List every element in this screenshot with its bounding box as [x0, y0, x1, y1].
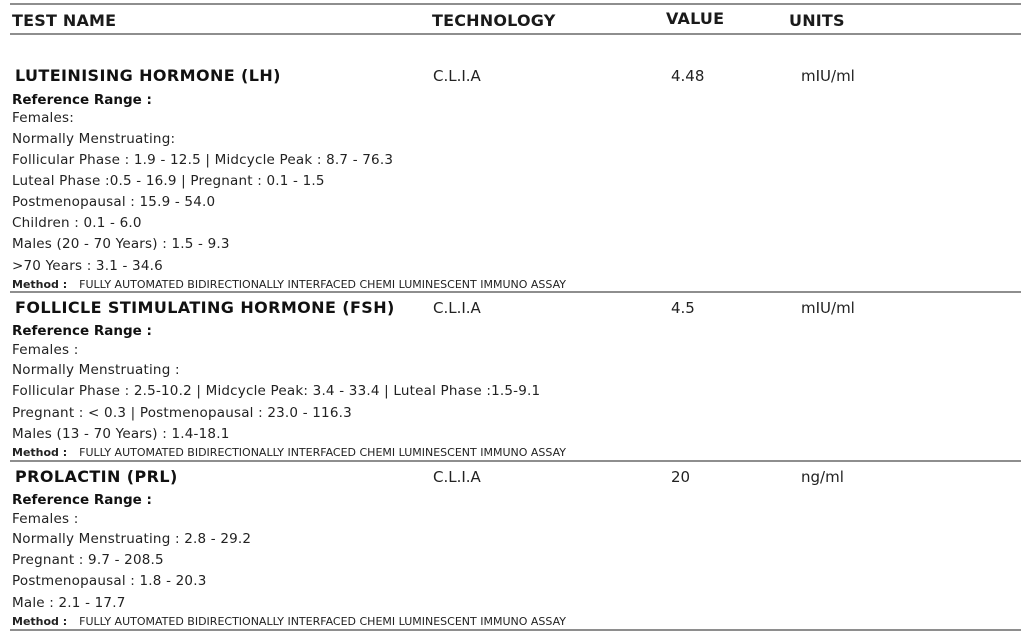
- report-header: [0, 0, 1024, 40]
- test-units: mIU/ml: [801, 67, 855, 85]
- method-label: Method :: [12, 446, 68, 459]
- method-line: [12, 446, 566, 459]
- reference-line: Males (20 - 70 Years) : 1.5 - 9.3: [12, 236, 230, 252]
- method-text: FULLY AUTOMATED BIDIRECTIONALLY INTERFACED CHEMI LUMINESCENT IMMUNO ASSAY: [79, 615, 566, 628]
- reference-line: Follicular Phase : 2.5-10.2 | Midcycle Peak: 3.4 - 33.4 | Luteal Phase :1.5-9.1: [12, 383, 541, 399]
- reference-line: Children : 0.1 - 6.0: [12, 215, 142, 231]
- test-name: LUTEINISING HORMONE (LH): [15, 66, 281, 85]
- reference-range-heading: Reference Range :: [12, 492, 152, 508]
- method-label: Method :: [12, 615, 68, 628]
- test-name: FOLLICLE STIMULATING HORMONE (FSH): [15, 298, 395, 317]
- test-value: 4.5: [671, 299, 695, 317]
- reference-line: Normally Menstruating:: [12, 131, 176, 147]
- test-units: ng/ml: [801, 468, 844, 486]
- reference-line: Females:: [12, 110, 74, 126]
- reference-range-heading: Reference Range :: [12, 92, 152, 108]
- reference-line: Normally Menstruating :: [12, 362, 180, 378]
- method-text: FULLY AUTOMATED BIDIRECTIONALLY INTERFACED CHEMI LUMINESCENT IMMUNO ASSAY: [79, 446, 566, 459]
- method-text: FULLY AUTOMATED BIDIRECTIONALLY INTERFACED CHEMI LUMINESCENT IMMUNO ASSAY: [79, 278, 566, 291]
- section-divider: [10, 629, 1021, 631]
- reference-line: Postmenopausal : 15.9 - 54.0: [12, 194, 216, 210]
- column-header-units: UNITS: [789, 11, 845, 30]
- reference-line: Follicular Phase : 1.9 - 12.5 | Midcycle Peak : 8.7 - 76.3: [12, 152, 394, 168]
- section-divider: [10, 291, 1021, 293]
- reference-line: Pregnant : 9.7 - 208.5: [12, 552, 164, 568]
- header-bottom-rule: [10, 33, 1021, 35]
- reference-line: Postmenopausal : 1.8 - 20.3: [12, 573, 207, 589]
- test-technology: C.L.I.A: [433, 468, 481, 486]
- reference-line: Male : 2.1 - 17.7: [12, 595, 126, 611]
- test-value: 20: [671, 468, 691, 486]
- section-divider: [10, 460, 1021, 462]
- reference-range-heading: Reference Range :: [12, 323, 152, 339]
- method-line: [12, 278, 566, 291]
- reference-line: Females :: [12, 511, 79, 527]
- method-label: Method :: [12, 278, 68, 291]
- test-name: PROLACTIN (PRL): [15, 467, 178, 486]
- header-top-rule: [10, 3, 1021, 5]
- reference-line: Pregnant : < 0.3 | Postmenopausal : 23.0 - 116.3: [12, 405, 352, 421]
- test-units: mIU/ml: [801, 299, 855, 317]
- method-line: [12, 615, 566, 628]
- test-technology: C.L.I.A: [433, 299, 481, 317]
- column-header-value: VALUE: [666, 9, 725, 28]
- test-technology: C.L.I.A: [433, 67, 481, 85]
- reference-line: Luteal Phase :0.5 - 16.9 | Pregnant : 0.1 - 1.5: [12, 173, 325, 189]
- column-header-test-name: TEST NAME: [12, 11, 117, 30]
- reference-line: Normally Menstruating : 2.8 - 29.2: [12, 531, 252, 547]
- reference-line: Males (13 - 70 Years) : 1.4-18.1: [12, 426, 230, 442]
- reference-line: >70 Years : 3.1 - 34.6: [12, 258, 163, 274]
- test-value: 4.48: [671, 67, 705, 85]
- column-header-technology: TECHNOLOGY: [432, 11, 556, 30]
- reference-line: Females :: [12, 342, 79, 358]
